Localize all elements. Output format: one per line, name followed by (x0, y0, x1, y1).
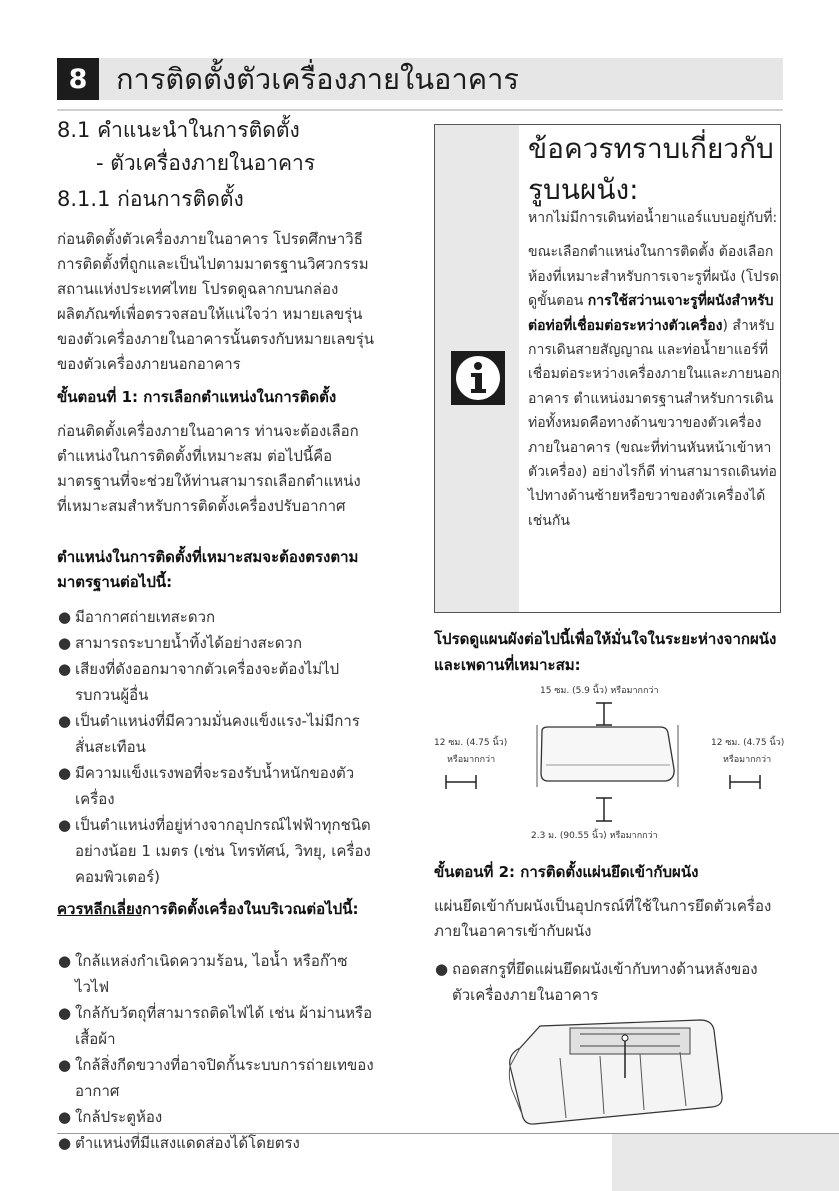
clearance-guide-text: โปรดดูแผนผังต่อไปนี้เพื่อให้มั่นใจในระยะห่างจากผนังและเพดานที่เหมาะสม: (434, 630, 777, 674)
note-body (528, 206, 780, 533)
list-item: ● มีความแข็งแรงพอที่จะรองรับน้ำหนักของตัวเครื่อง (58, 764, 355, 808)
avoid-heading-rest: การติดตั้งเครื่องในบริเวณต่อไปนี้: (142, 900, 359, 918)
clearance-right-label-1: 12 ซม. (4.75 นิ้ว) (711, 738, 785, 748)
criteria-list (57, 604, 375, 890)
heading-8-1: 8.1 คำแนะนำในการติดตั้ง (57, 118, 300, 142)
step2-paragraph: แผ่นยึดเข้ากับผนังเป็นอุปกรณ์ที่ใช้ในการยึดตัวเครื่องภายในอาคารเข้ากับผนัง (434, 897, 772, 940)
step1-paragraph: ก่อนติดตั้งเครื่องภายในอาคาร ท่านจะต้องเลือกตำแหน่งในการติดตั้งที่เหมาะสม ต่อไปนี้คือมาตรฐานที่จะช่วยให้ท่านสามารถเลือกตำแหน่งที่เหมาะสมสำหรับการติดตั้งเครื่องปรับอากาศ (57, 422, 361, 515)
heading-8-1-1: 8.1.1 ก่อนการติดตั้ง (57, 187, 244, 211)
clearance-left-label-2: หรือมากกว่า (447, 755, 496, 765)
clearance-diagram (434, 695, 784, 830)
note-paragraph: ขณะเลือกตำแหน่งในการติดตั้ง ต้องเลือกห้องที่เหมาะสำหรับการเจาะรูที่ผนัง (โปรดดูขั้นตอน การใช้สว่านเจาะรูที่ผนังสำหรับต่อท่อที่เชื่อมต่อระหว่างตัวเครื่อง) สำหรับการเดินสายสัญญาณ และท่อน้ำยาแอร์ที่เชื่อมต่อระหว่างเครื่องภายในและภายนอกอาคาร ตำแหน่งมาตรฐานสำหรับการเดินท่อทั้งหมดคือทางด้านขวาของตัวเครื่องภายในอาคาร (ขณะที่ท่านหันหน้าเข้าหาตัวเครื่อง) อย่างไรก็ดี ท่านสามารถเดินท่อไปทางด้านซ้ายหรือขวาของตัวเครื่องได้เช่นกัน (528, 244, 780, 529)
clearance-right-label-2: หรือมากกว่า (723, 755, 772, 765)
note-title: ข้อควรทราบเกี่ยวกับรูบนผนัง: (528, 132, 774, 206)
list-item: ● เป็นตำแหน่งที่อยู่ห่างจากอุปกรณ์ไฟฟ้าทุกชนิดอย่างน้อย 1 เมตร (เช่น โทรทัศน์, วิทยุ, เครื่องคอมพิวเตอร์) (58, 816, 371, 886)
list-item: ● ใกล้กับวัตถุที่สามารถติดไฟได้ เช่น ผ้าม่านหรือเสื้อผ้า (58, 1004, 373, 1048)
list-item: ● ใกล้สิ่งกีดขวางที่อาจปิดกั้นระบบการถ่ายเทของอากาศ (58, 1056, 374, 1100)
list-item: ● มีอากาศถ่ายเทสะดวก (58, 608, 216, 626)
header-divider (57, 109, 783, 111)
intro-paragraph: ก่อนติดตั้งตัวเครื่องภายในอาคาร โปรดศึกษาวิธีการติดตั้งที่ถูกและเป็นไปตามมาตรฐานวิศวกรรมสถานแห่งประเทศไทย โปรดดูฉลากบนกล่องผลิตภัณฑ์เพื่อตรวจสอบให้แน่ใจว่า หมายเลขรุ่นของตัวเครื่องภายในอาคารนั้นตรงกับหมายเลขรุ่นของตัวเครื่องภายนอกอาคาร (57, 230, 375, 373)
list-item: ● ตำแหน่งที่มีแสงแดดส่องได้โดยตรง (58, 1134, 300, 1152)
list-item: ● ใกล้ประตูห้อง (58, 1108, 163, 1126)
avoid-heading (57, 897, 375, 922)
clearance-left-label-1: 12 ซม. (4.75 นิ้ว) (434, 738, 508, 748)
heading-8-1-sub: - ตัวเครื่องภายในอาคาร (96, 151, 316, 175)
section-number: 8 (57, 58, 99, 100)
step2-list (434, 956, 764, 1008)
list-item: ● เป็นตำแหน่งที่มีความมั่นคงแข็งแรง-ไม่มีการสั่นสะเทือน (58, 712, 360, 756)
note-intro: หากไม่มีการเดินท่อน้ำยาแอร์แบบอยู่กับที่: (528, 210, 778, 226)
indoor-unit-back-illustration (500, 1018, 726, 1128)
avoid-heading-emphasis: ควรหลีกเลี่ยง (57, 900, 143, 918)
clearance-top-label: 15 ซม. (5.9 นิ้ว) หรือมากกว่า (540, 686, 659, 696)
list-item: ● ถอดสกรูที่ยึดแผ่นยึดผนังเข้ากับทางด้านหลังของตัวเครื่องภายในอาคาร (435, 960, 758, 1004)
list-item: ● เสียงที่ดังออกมาจากตัวเครื่องจะต้องไม่ไปรบกวนผู้อื่น (58, 660, 340, 704)
clearance-bottom-label: 2.3 ม. (90.55 นิ้ว) หรือมากกว่า (531, 831, 658, 841)
footer-page-box (612, 1134, 839, 1191)
step2-heading: ขั้นตอนที่ 2: การติดตั้งแผ่นยึดเข้ากับผนัง (434, 863, 699, 881)
list-item: ● ใกล้แหล่งกำเนิดความร้อน, ไอน้ำ หรือก๊าซไวไฟ (58, 952, 348, 996)
criteria-heading: ตำแหน่งในการติดตั้งที่เหมาะสมจะต้องตรงตามมาตรฐานต่อไปนี้: (57, 548, 359, 591)
step1-heading: ขั้นตอนที่ 1: การเลือกตำแหน่งในการติดตั้ง (57, 388, 337, 406)
info-icon (451, 351, 505, 405)
avoid-list (57, 948, 375, 1156)
list-item: ● สามารถระบายน้ำทิ้งได้อย่างสะดวก (58, 634, 303, 652)
section-title: การติดตั้งตัวเครื่องภายในอาคาร (116, 62, 519, 96)
